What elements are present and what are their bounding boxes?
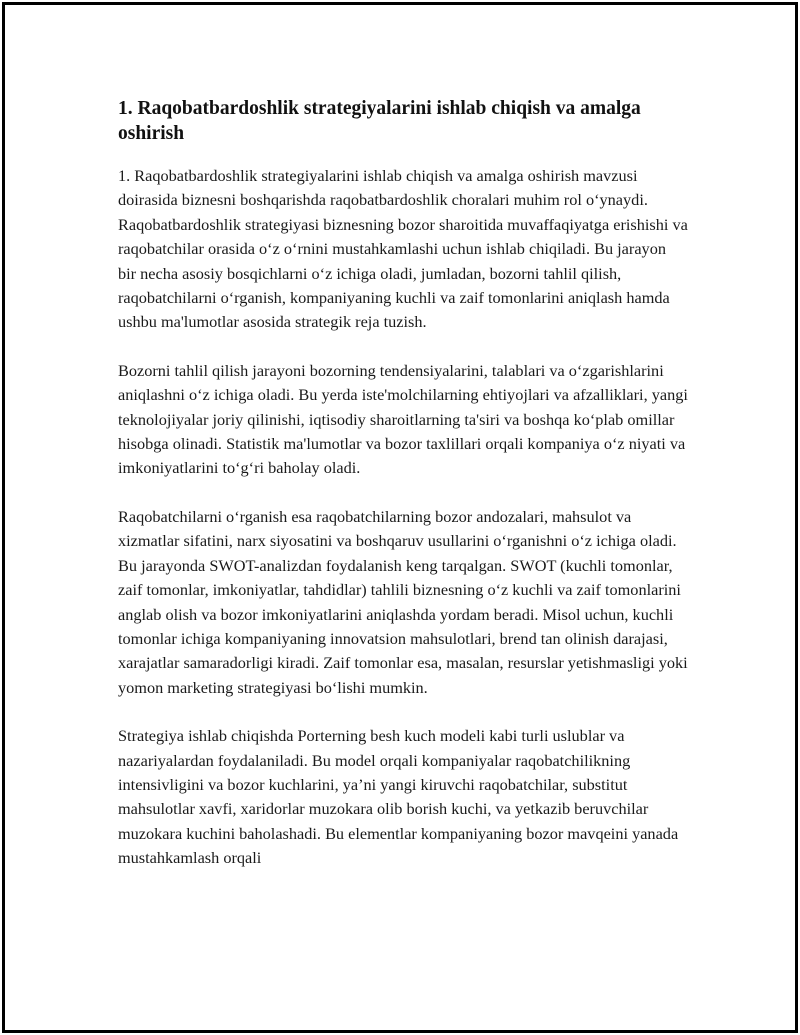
- document-body: [118, 96, 688, 895]
- paragraph-intro: 1. Raqobatbardoshlik strategiyalarini ishlab chiqish va amalga oshirish mavzusi doirasida biznesni boshqarishda raqobatbardoshlik choralari muhim rol oʻynaydi. Raqobatbardoshlik strategiyasi biznesning bozor sharoitida muvaffaqiyatga erishishi va raqobatchilar orasida oʻz oʻrnini mustahkamlashi uchun ishlab chiqiladi. Bu jarayon bir necha asosiy bosqichlarni oʻz ichiga oladi, jumladan, bozorni tahlil qilish, raqobatchilarni oʻrganish, kompaniyaning kuchli va zaif tomonlarini aniqlash hamda ushbu ma'lumotlar asosida strategik reja tuzish.: [118, 166, 688, 332]
- paragraph-porter-model: Strategiya ishlab chiqishda Porterning besh kuch modeli kabi turli uslublar va nazariyalardan foydalaniladi. Bu model orqali kompaniyalar raqobatchilikning intensivligini va bozor kuchlarini, yaʼni yangi kiruvchi raqobatchilar, substitut mahsulotlar xavfi, xaridorlar muzokara olib borish kuchi, va yetkazib beruvchilar muzokara kuchini baholashadi. Bu elementlar kompaniyaning bozor mavqeini yanada mustahkamlash orqali: [118, 726, 679, 868]
- document-title: 1. Raqobatbardoshlik strategiyalarini ishlab chiqish va amalga oshirish: [118, 98, 641, 144]
- paragraph-competitor-analysis: Raqobatchilarni oʻrganish esa raqobatchilarning bozor andozalari, mahsulot va xizmatlar sifatini, narx siyosatini va boshqaruv usullarini oʻrganishni oʻz ichiga oladi. Bu jarayonda SWOT-analizdan foydalanish keng tarqalgan. SWOT (kuchli tomonlar, zaif tomonlar, imkoniyatlar, tahdidlar) tahlili biznesning oʻz kuchli va zaif tomonlarini anglab olish va bozor imkoniyatlarini aniqlashda yordam beradi. Misol uchun, kuchli tomonlar ichiga kompaniyaning innovatsion mahsulotlari, brend tan olinish darajasi, xarajatlar samaradorligi kiradi. Zaif tomonlar esa, masalan, resurslar yetishmasligi yoki yomon marketing strategiyasi boʻlishi mumkin.: [118, 506, 688, 697]
- paragraph-market-analysis: Bozorni tahlil qilish jarayoni bozorning tendensiyalarini, talablari va oʻzgarishlarini aniqlashni oʻz ichiga oladi. Bu yerda iste'molchilarning ehtiyojlari va afzalliklari, yangi teknolojiyalar joriy qilinishi, iqtisodiy sharoitlarning ta'siri va boshqa koʻplab omillar hisobga olinadi. Statistik ma'lumotlar va bozor taxlillari orqali kompaniya oʻz niyati va imkoniyatlarini toʻgʻri baholay oladi.: [118, 360, 688, 478]
